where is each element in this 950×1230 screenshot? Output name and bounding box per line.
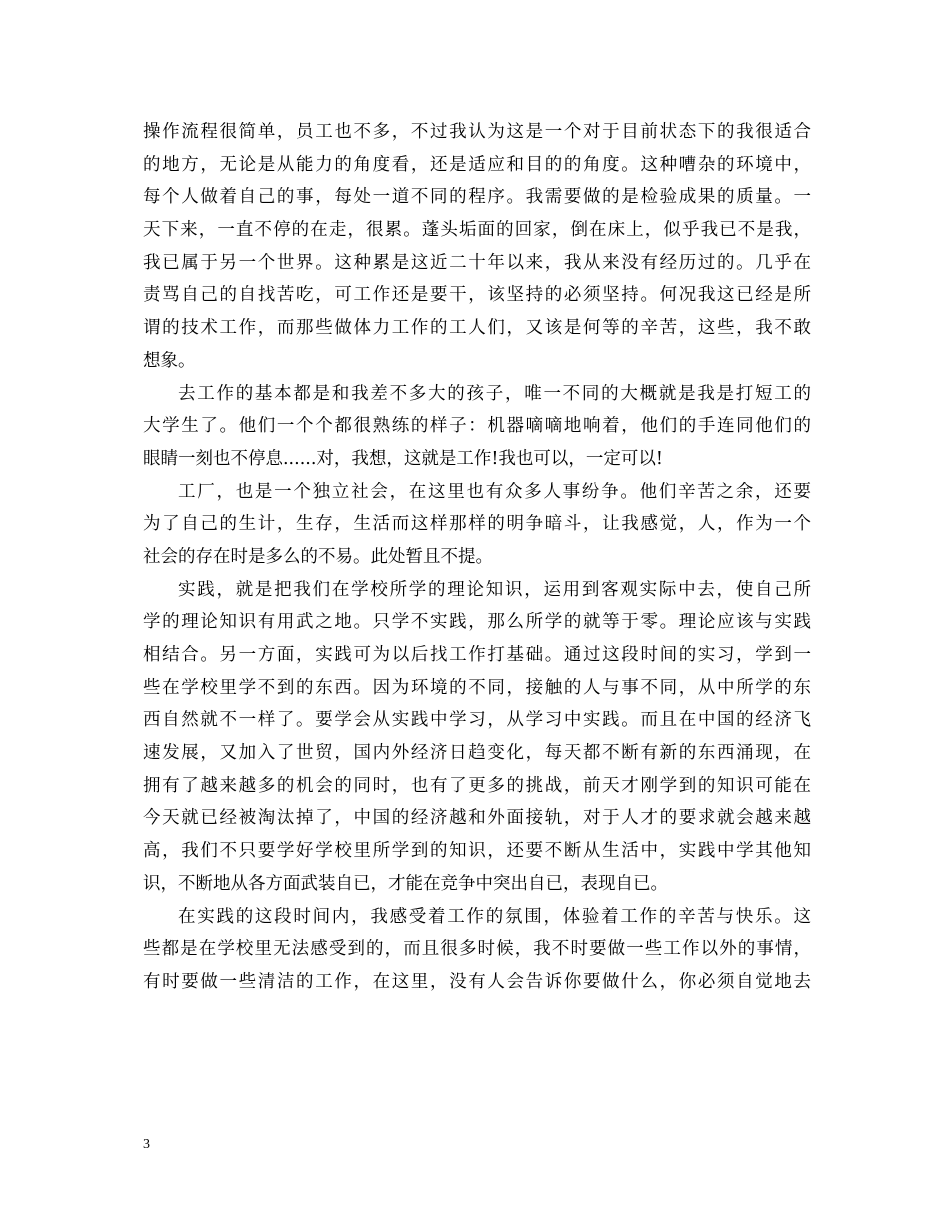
text-line: 今天就已经被淘汰掉了，中国的经济越和外面接轨，对于人才的要求就会越来越 <box>143 808 811 829</box>
text-line: 工厂，也是一个独立社会，在这里也有众多人事纷争。他们辛苦之余，还要 <box>178 481 811 502</box>
text-line: 天下来，一直不停的在走，很累。蓬头垢面的回家，倒在床上，似乎我已不是我， <box>143 220 811 241</box>
paragraph <box>143 574 811 901</box>
text-line: 的地方，无论是从能力的角度看，还是适应和目的的角度。这种嘈杂的环境中， <box>143 154 811 175</box>
text-line: 我已属于另一个世界。这种累是这近二十年以来，我从来没有经历过的。几乎在 <box>143 252 811 273</box>
text-line: 些都是在学校里无法感受到的，而且很多时候，我不时要做一些工作以外的事情， <box>143 939 811 960</box>
text-line: 去工作的基本都是和我差不多大的孩子，唯一不同的大概就是我是打短工的 <box>178 383 811 404</box>
text-line: 速发展，又加入了世贸，国内外经济日趋变化，每天都不断有新的东西涌现，在 <box>143 743 811 764</box>
text-line: 实践，就是把我们在学校所学的理论知识，运用到客观实际中去，使自己所 <box>178 579 811 600</box>
text-line: 社会的存在时是多么的不易。此处暂且不提。 <box>143 546 493 567</box>
text-line: 在实践的这段时间内，我感受着工作的氛围，体验着工作的辛苦与快乐。这 <box>178 906 811 927</box>
paragraph <box>143 116 811 378</box>
text-line: 高，我们不只要学好学校里所学到的知识，还要不断从生活中，实践中学其他知 <box>143 841 811 862</box>
paragraph <box>143 901 811 999</box>
text-line: 大学生了。他们一个个都很熟练的样子：机器嘀嘀地响着，他们的手连同他们的 <box>143 416 811 437</box>
text-line: 谓的技术工作，而那些做体力工作的工人们，又该是何等的辛苦，这些，我不敢 <box>143 318 811 339</box>
text-line: 识，不断地从各方面武装自已，才能在竞争中突出自已，表现自已。 <box>143 873 668 894</box>
text-line: 西自然就不一样了。要学会从实践中学习，从学习中实践。而且在中国的经济飞 <box>143 710 811 731</box>
text-line: 相结合。另一方面，实践可为以后找工作打基础。通过这段时间的实习，学到一 <box>143 645 811 665</box>
text-line: 有时要做一些清洁的工作，在这里，没有人会告诉你要做什么，你必须自觉地去 <box>143 971 811 992</box>
paragraph <box>143 378 811 476</box>
text-line: 眼睛一刻也不停息......对，我想，这就是工作!我也可以，一定可以! <box>143 448 663 469</box>
page-number: 3 <box>143 1137 150 1152</box>
document-body <box>143 116 811 999</box>
text-line: 学的理论知识有用武之地。只学不实践，那么所学的就等于零。理论应该与实践 <box>143 612 811 633</box>
text-line: 为了自己的生计，生存，生活而这样那样的明争暗斗，让我感觉，人，作为一个 <box>143 514 811 535</box>
text-line: 操作流程很简单，员工也不多，不过我认为这是一个对于目前状态下的我很适合 <box>143 122 811 142</box>
text-line: 每个人做着自己的事，每处一道不同的程序。我需要做的是检验成果的质量。一 <box>143 187 811 208</box>
text-line: 些在学校里学不到的东西。因为环境的不同，接触的人与事不同，从中所学的东 <box>143 677 811 698</box>
paragraph <box>143 476 811 574</box>
text-line: 责骂自己的自找苦吃，可工作还是要干，该坚持的必须坚持。何况我这已经是所 <box>143 285 811 306</box>
text-line: 拥有了越来越多的机会的同时，也有了更多的挑战，前天才刚学到的知识可能在 <box>143 775 811 796</box>
text-line: 想象。 <box>143 350 196 371</box>
